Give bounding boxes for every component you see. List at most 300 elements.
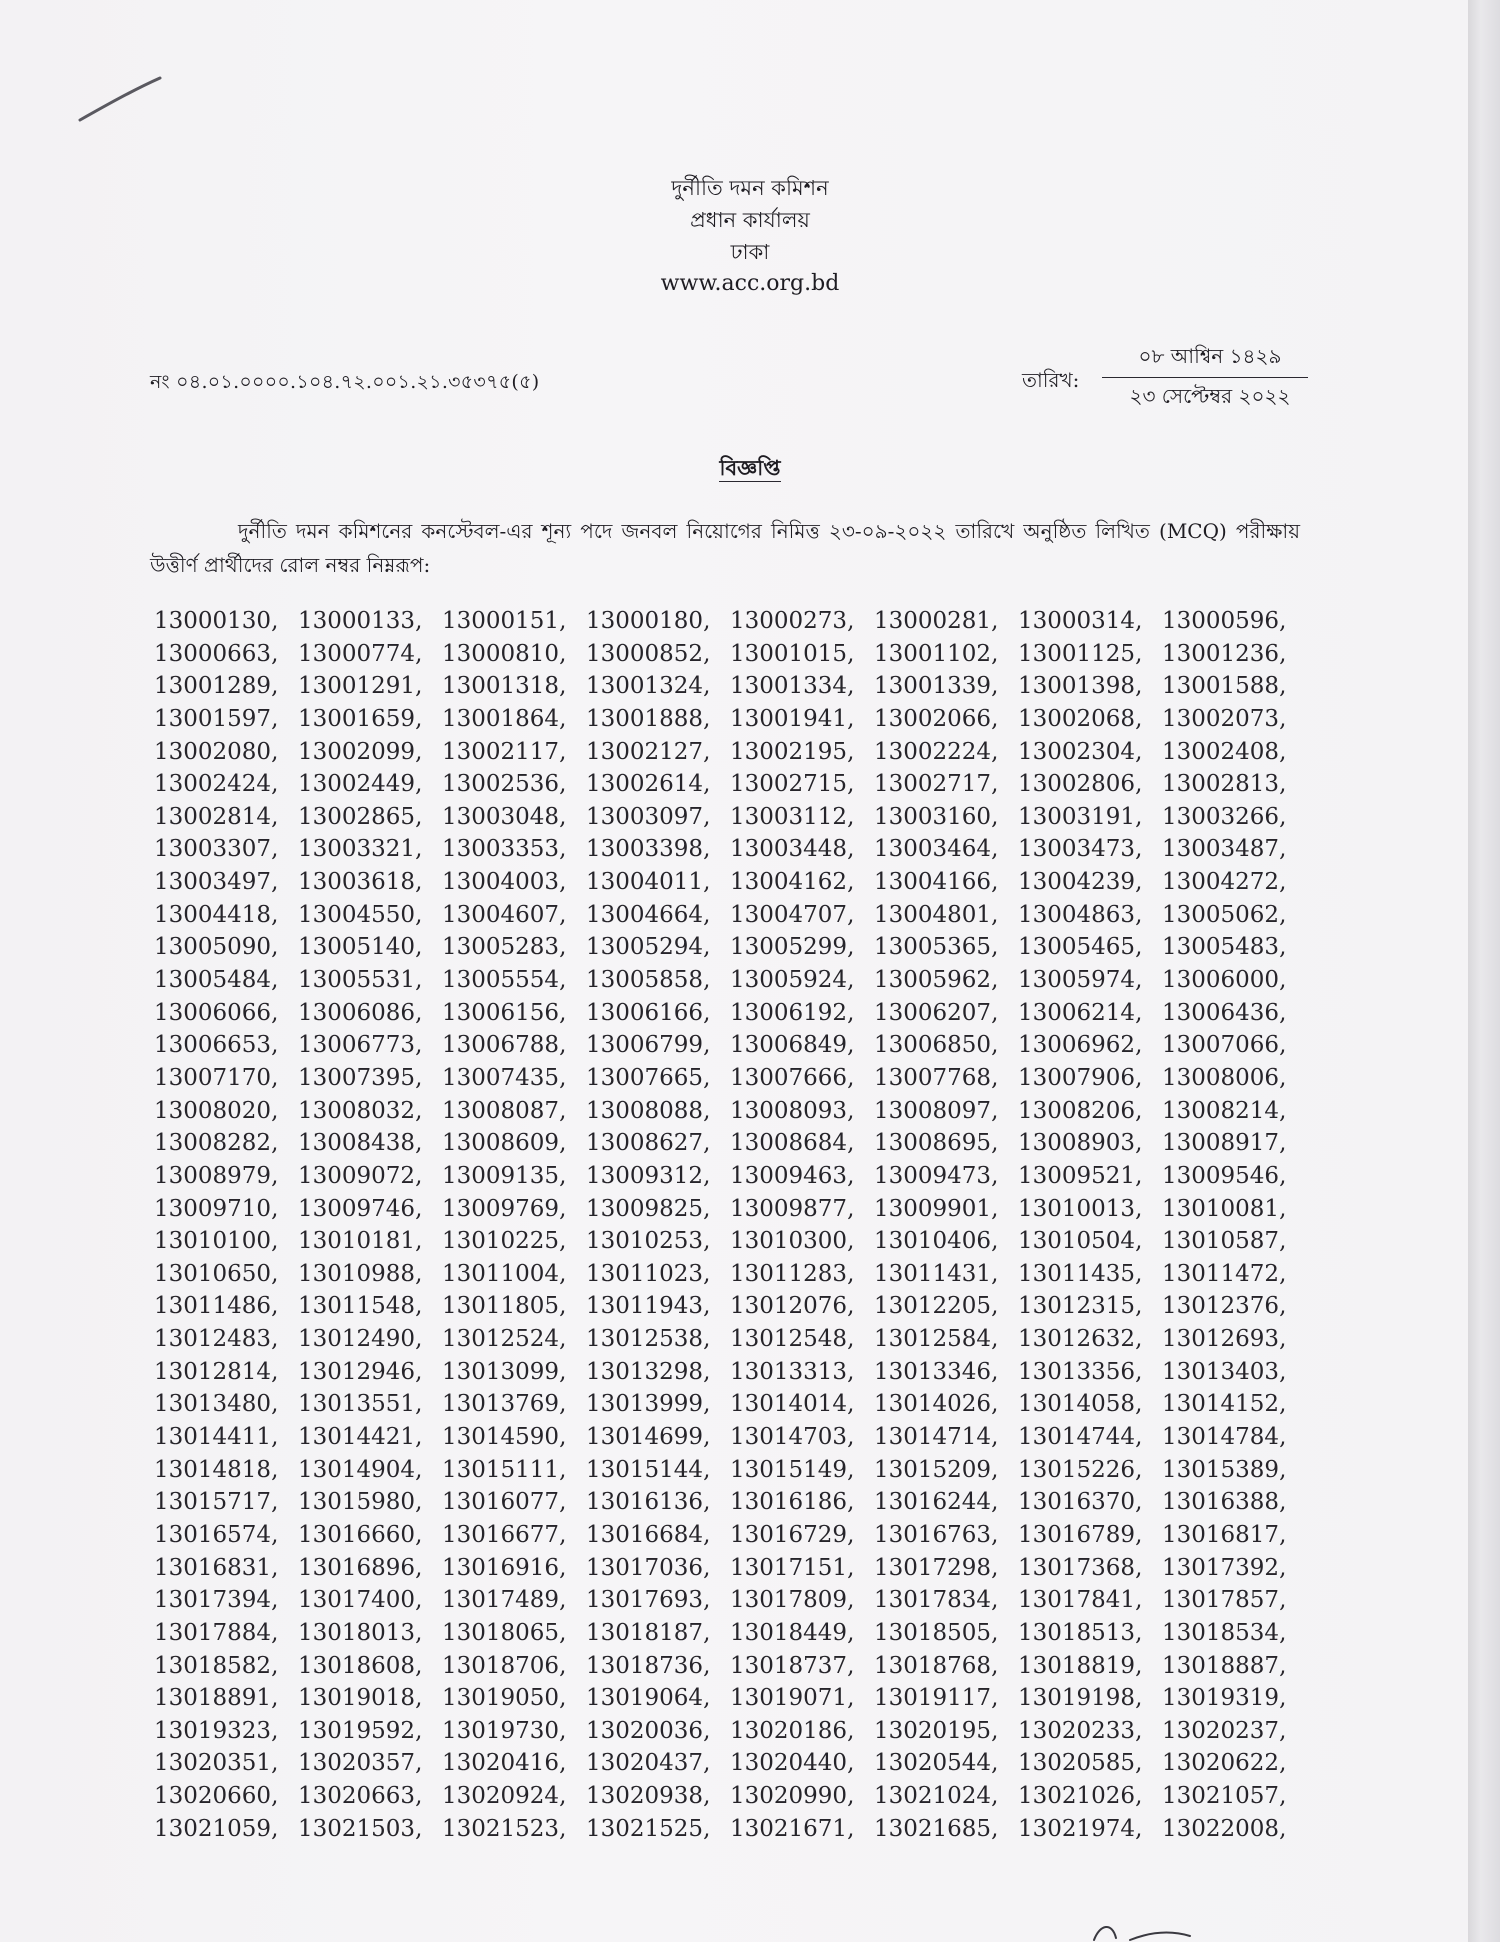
roll-number: 13013480, — [154, 1391, 279, 1418]
roll-number: 13012524, — [442, 1326, 567, 1353]
roll-number: 13008097, — [874, 1097, 999, 1124]
roll-number: 13018768, — [874, 1652, 999, 1679]
roll-number: 13013999, — [586, 1391, 711, 1418]
roll-number: 13007906, — [1018, 1064, 1143, 1091]
roll-number: 13011548, — [298, 1293, 423, 1320]
roll-number: 13002536, — [442, 771, 567, 798]
roll-number: 13005531, — [298, 967, 423, 994]
roll-number: 13003398, — [586, 836, 711, 863]
roll-number: 13010225, — [442, 1228, 567, 1255]
roll-number: 13002224, — [874, 738, 999, 765]
page-edge-shadow — [1468, 0, 1500, 1942]
roll-number: 13003497, — [154, 869, 279, 896]
roll-number: 13018891, — [154, 1685, 279, 1712]
roll-number: 13017489, — [442, 1587, 567, 1614]
roll-number: 13010100, — [154, 1228, 279, 1255]
roll-number: 13003307, — [154, 836, 279, 863]
roll-number: 13002865, — [298, 803, 423, 830]
roll-number: 13006773, — [298, 1032, 423, 1059]
roll-number: 13001588, — [1162, 673, 1287, 700]
roll-number: 13002813, — [1162, 771, 1287, 798]
roll-number: 13014058, — [1018, 1391, 1143, 1418]
roll-number: 13018736, — [586, 1652, 711, 1679]
roll-number: 13011283, — [730, 1260, 855, 1287]
roll-number: 13005140, — [298, 934, 423, 961]
roll-number: 13012376, — [1162, 1293, 1287, 1320]
roll-number: 13018887, — [1162, 1652, 1287, 1679]
roll-number: 13018582, — [154, 1652, 279, 1679]
roll-number: 13016388, — [1162, 1489, 1287, 1516]
roll-number: 13014152, — [1162, 1391, 1287, 1418]
roll-number: 13008684, — [730, 1130, 855, 1157]
roll-number: 13012693, — [1162, 1326, 1287, 1353]
roll-number: 13003191, — [1018, 803, 1143, 830]
roll-number: 13006207, — [874, 999, 999, 1026]
roll-number: 13005484, — [154, 967, 279, 994]
roll-number: 13012490, — [298, 1326, 423, 1353]
roll-number: 13002304, — [1018, 738, 1143, 765]
roll-number: 13005062, — [1162, 901, 1287, 928]
roll-number: 13001125, — [1018, 640, 1143, 667]
roll-number: 13014026, — [874, 1391, 999, 1418]
roll-number: 13020195, — [874, 1717, 999, 1744]
roll-number: 13003618, — [298, 869, 423, 896]
roll-number: 13008006, — [1162, 1064, 1287, 1091]
date-divider — [1102, 377, 1308, 378]
roll-number: 13004664, — [586, 901, 711, 928]
roll-number: 13005365, — [874, 934, 999, 961]
roll-number: 13000774, — [298, 640, 423, 667]
roll-number: 13009746, — [298, 1195, 423, 1222]
roll-number: 13011431, — [874, 1260, 999, 1287]
roll-number: 13012548, — [730, 1326, 855, 1353]
roll-number: 13015209, — [874, 1456, 999, 1483]
roll-number: 13002424, — [154, 771, 279, 798]
roll-number: 13021974, — [1018, 1815, 1143, 1842]
roll-number: 13012483, — [154, 1326, 279, 1353]
roll-number: 13001102, — [874, 640, 999, 667]
roll-number: 13013099, — [442, 1358, 567, 1385]
roll-number: 13005283, — [442, 934, 567, 961]
roll-number: 13000130, — [154, 608, 279, 634]
roll-number: 13016077, — [442, 1489, 567, 1516]
roll-number: 13012538, — [586, 1326, 711, 1353]
roll-number: 13017298, — [874, 1554, 999, 1581]
roll-number: 13016660, — [298, 1521, 423, 1548]
roll-number: 13009521, — [1018, 1162, 1143, 1189]
intro-paragraph: দুর্নীতি দমন কমিশনের কনস্টেবল-এর শূন্য পদে জনবল নিয়োগের নিমিত্ত ২৩-০৯-২০২২ তারিখে অনুষ্ঠিত লিখিত (MCQ) পরীক্ষায় উত্তীর্ণ প্রার্থীদের রোল নম্বর নিম্নরূপ: — [150, 519, 1300, 577]
roll-number: 13019117, — [874, 1685, 999, 1712]
roll-number: 13004272, — [1162, 869, 1287, 896]
roll-number: 13020663, — [298, 1783, 423, 1810]
roll-number: 13008695, — [874, 1130, 999, 1157]
roll-number: 13002117, — [442, 738, 567, 765]
roll-number: 13014904, — [298, 1456, 423, 1483]
roll-number: 13019592, — [298, 1717, 423, 1744]
org-name: দুর্নীতি দমন কমিশন — [671, 176, 829, 200]
roll-number: 13015226, — [1018, 1456, 1143, 1483]
roll-number: 13008206, — [1018, 1097, 1143, 1124]
roll-number: 13009135, — [442, 1162, 567, 1189]
roll-number: 13001324, — [586, 673, 711, 700]
roll-number: 13018534, — [1162, 1619, 1287, 1646]
roll-number: 13002806, — [1018, 771, 1143, 798]
roll-number: 13012205, — [874, 1293, 999, 1320]
roll-number: 13017368, — [1018, 1554, 1143, 1581]
roll-number: 13001339, — [874, 673, 999, 700]
roll-number: 13009877, — [730, 1195, 855, 1222]
roll-number: 13000281, — [874, 608, 999, 634]
roll-number: 13012946, — [298, 1358, 423, 1385]
roll-number: 13010406, — [874, 1228, 999, 1255]
roll-number: 13014714, — [874, 1424, 999, 1451]
roll-number: 13003353, — [442, 836, 567, 863]
roll-number: 13016370, — [1018, 1489, 1143, 1516]
roll-number: 13020585, — [1018, 1750, 1143, 1777]
roll-number: 13008917, — [1162, 1130, 1287, 1157]
roll-number: 13020938, — [586, 1783, 711, 1810]
roll-number: 13016763, — [874, 1521, 999, 1548]
roll-number: 13005294, — [586, 934, 711, 961]
roll-number: 13021525, — [586, 1815, 711, 1842]
roll-number: 13010300, — [730, 1228, 855, 1255]
roll-number: 13004707, — [730, 901, 855, 928]
roll-number: 13021059, — [154, 1815, 279, 1842]
roll-number: 13001888, — [586, 705, 711, 732]
roll-number: 13020437, — [586, 1750, 711, 1777]
roll-number: 13008214, — [1162, 1097, 1287, 1124]
roll-number: 13018819, — [1018, 1652, 1143, 1679]
roll-number: 13006086, — [298, 999, 423, 1026]
memo-number: নং ০৪.০১.০০০০.১০৪.৭২.০০১.২১.৩৫৩৭৫(৫) — [150, 371, 540, 393]
roll-number: 13011004, — [442, 1260, 567, 1287]
roll-number: 13009473, — [874, 1162, 999, 1189]
roll-number: 13001941, — [730, 705, 855, 732]
city-name: ঢাকা — [730, 240, 770, 264]
roll-number: 13016916, — [442, 1554, 567, 1581]
roll-number: 13010013, — [1018, 1195, 1143, 1222]
roll-number: 13002717, — [874, 771, 999, 798]
roll-number: 13020036, — [586, 1717, 711, 1744]
roll-number: 13001659, — [298, 705, 423, 732]
roll-number: 13020440, — [730, 1750, 855, 1777]
roll-number: 13020924, — [442, 1783, 567, 1810]
roll-number: 13017036, — [586, 1554, 711, 1581]
roll-number: 13015149, — [730, 1456, 855, 1483]
roll-number: 13019018, — [298, 1685, 423, 1712]
roll-number: 13004550, — [298, 901, 423, 928]
roll-number: 13005924, — [730, 967, 855, 994]
notice-title-text: বিজ্ঞপ্তি — [719, 455, 781, 480]
roll-number: 13021057, — [1162, 1783, 1287, 1810]
roll-number: 13018513, — [1018, 1619, 1143, 1646]
roll-number: 13009546, — [1162, 1162, 1287, 1189]
roll-number: 13001015, — [730, 640, 855, 667]
roll-number: 13013298, — [586, 1358, 711, 1385]
roll-number: 13001398, — [1018, 673, 1143, 700]
roll-number: 13003473, — [1018, 836, 1143, 863]
roll-number: 13016684, — [586, 1521, 711, 1548]
roll-number: 13003448, — [730, 836, 855, 863]
roll-number: 13003487, — [1162, 836, 1287, 863]
roll-number: 13004801, — [874, 901, 999, 928]
roll-number: 13020186, — [730, 1717, 855, 1744]
roll-number: 13008282, — [154, 1130, 279, 1157]
roll-number: 13018505, — [874, 1619, 999, 1646]
roll-number: 13015980, — [298, 1489, 423, 1516]
roll-number: 13011023, — [586, 1260, 711, 1287]
roll-number: 13006066, — [154, 999, 279, 1026]
roll-number: 13008979, — [154, 1162, 279, 1189]
roll-number: 13003160, — [874, 803, 999, 830]
roll-number: 13006192, — [730, 999, 855, 1026]
roll-number: 13000133, — [298, 608, 423, 634]
roll-number: 13021503, — [298, 1815, 423, 1842]
roll-number: 13010253, — [586, 1228, 711, 1255]
roll-number: 13013769, — [442, 1391, 567, 1418]
roll-number: 13011435, — [1018, 1260, 1143, 1287]
roll-number: 13001864, — [442, 705, 567, 732]
roll-number: 13011486, — [154, 1293, 279, 1320]
roll-number: 13018013, — [298, 1619, 423, 1646]
roll-number: 13002073, — [1162, 705, 1287, 732]
roll-number: 13019323, — [154, 1717, 279, 1744]
roll-number: 13004863, — [1018, 901, 1143, 928]
roll-number: 13012632, — [1018, 1326, 1143, 1353]
roll-number: 13008438, — [298, 1130, 423, 1157]
roll-number: 13008088, — [586, 1097, 711, 1124]
roll-number: 13002068, — [1018, 705, 1143, 732]
roll-number: 13001597, — [154, 705, 279, 732]
roll-number: 13008032, — [298, 1097, 423, 1124]
roll-number: 13003097, — [586, 803, 711, 830]
roll-number: 13014014, — [730, 1391, 855, 1418]
roll-number: 13008609, — [442, 1130, 567, 1157]
roll-number: 13004239, — [1018, 869, 1143, 896]
roll-number: 13004011, — [586, 869, 711, 896]
roll-number: 13014411, — [154, 1424, 279, 1451]
roll-number: 13014699, — [586, 1424, 711, 1451]
roll-number: 13013313, — [730, 1358, 855, 1385]
roll-number: 13020233, — [1018, 1717, 1143, 1744]
roll-number: 13005858, — [586, 967, 711, 994]
roll-number: 13005962, — [874, 967, 999, 994]
roll-number: 13001289, — [154, 673, 279, 700]
roll-number: 13009710, — [154, 1195, 279, 1222]
roll-number: 13011943, — [586, 1293, 711, 1320]
roll-number: 13001291, — [298, 673, 423, 700]
roll-number: 13010650, — [154, 1260, 279, 1287]
roll-number: 13016136, — [586, 1489, 711, 1516]
roll-number: 13007666, — [730, 1064, 855, 1091]
roll-number: 13005974, — [1018, 967, 1143, 994]
notice-title — [650, 452, 850, 487]
roll-number: 13010504, — [1018, 1228, 1143, 1255]
roll-number: 13017834, — [874, 1587, 999, 1614]
roll-number: 13016729, — [730, 1521, 855, 1548]
roll-number-list — [154, 608, 1306, 1848]
roll-number: 13018449, — [730, 1619, 855, 1646]
roll-number: 13002127, — [586, 738, 711, 765]
roll-number: 13012584, — [874, 1326, 999, 1353]
roll-number: 13000596, — [1162, 608, 1287, 634]
roll-number: 13022008, — [1162, 1815, 1287, 1842]
roll-number: 13004003, — [442, 869, 567, 896]
roll-number: 13007435, — [442, 1064, 567, 1091]
roll-number: 13006849, — [730, 1032, 855, 1059]
roll-number: 13000663, — [154, 640, 279, 667]
date-block — [1022, 342, 1312, 412]
roll-number: 13004607, — [442, 901, 567, 928]
roll-number: 13021523, — [442, 1815, 567, 1842]
roll-number: 13006214, — [1018, 999, 1143, 1026]
roll-number: 13017857, — [1162, 1587, 1287, 1614]
roll-number: 13016789, — [1018, 1521, 1143, 1548]
roll-number: 13007665, — [586, 1064, 711, 1091]
roll-number: 13009312, — [586, 1162, 711, 1189]
roll-number: 13010988, — [298, 1260, 423, 1287]
roll-number: 13015389, — [1162, 1456, 1287, 1483]
roll-number: 13017394, — [154, 1587, 279, 1614]
roll-number: 13006788, — [442, 1032, 567, 1059]
roll-number: 13009769, — [442, 1195, 567, 1222]
roll-number: 13004418, — [154, 901, 279, 928]
roll-number: 13020544, — [874, 1750, 999, 1777]
roll-number: 13005483, — [1162, 934, 1287, 961]
roll-number: 13014784, — [1162, 1424, 1287, 1451]
roll-number: 13009901, — [874, 1195, 999, 1222]
roll-number: 13006850, — [874, 1032, 999, 1059]
roll-number: 13012076, — [730, 1293, 855, 1320]
roll-number: 13017884, — [154, 1619, 279, 1646]
roll-number: 13018737, — [730, 1652, 855, 1679]
roll-number: 13019050, — [442, 1685, 567, 1712]
roll-number: 13017151, — [730, 1554, 855, 1581]
roll-number: 13020357, — [298, 1750, 423, 1777]
roll-number: 13019730, — [442, 1717, 567, 1744]
roll-number: 13003321, — [298, 836, 423, 863]
roll-number: 13002080, — [154, 738, 279, 765]
roll-number: 13020660, — [154, 1783, 279, 1810]
roll-number: 13021685, — [874, 1815, 999, 1842]
office-name: প্রধান কার্যালয় — [690, 208, 810, 232]
roll-number: 13015144, — [586, 1456, 711, 1483]
roll-number: 13000151, — [442, 608, 567, 634]
roll-number: 13018065, — [442, 1619, 567, 1646]
roll-number: 13002449, — [298, 771, 423, 798]
roll-number: 13003048, — [442, 803, 567, 830]
roll-number: 13020237, — [1162, 1717, 1287, 1744]
roll-number: 13005554, — [442, 967, 567, 994]
roll-number: 13000852, — [586, 640, 711, 667]
roll-number: 13021671, — [730, 1815, 855, 1842]
roll-number: 13003266, — [1162, 803, 1287, 830]
roll-number: 13003112, — [730, 803, 855, 830]
roll-number: 13013403, — [1162, 1358, 1287, 1385]
roll-number: 13001318, — [442, 673, 567, 700]
roll-number: 13006000, — [1162, 967, 1287, 994]
roll-number: 13008093, — [730, 1097, 855, 1124]
roll-number: 13012814, — [154, 1358, 279, 1385]
roll-number: 13020416, — [442, 1750, 567, 1777]
pen-stroke-mark — [78, 72, 168, 127]
roll-number: 13013551, — [298, 1391, 423, 1418]
roll-number: 13007170, — [154, 1064, 279, 1091]
roll-number: 13009072, — [298, 1162, 423, 1189]
roll-number: 13013346, — [874, 1358, 999, 1385]
roll-number: 13019198, — [1018, 1685, 1143, 1712]
roll-number: 13006436, — [1162, 999, 1287, 1026]
roll-number: 13002066, — [874, 705, 999, 732]
roll-number: 13018187, — [586, 1619, 711, 1646]
roll-number: 13006166, — [586, 999, 711, 1026]
roll-number: 13002614, — [586, 771, 711, 798]
roll-number: 13003464, — [874, 836, 999, 863]
roll-number: 13000180, — [586, 608, 711, 634]
roll-number: 13004166, — [874, 869, 999, 896]
roll-number: 13005090, — [154, 934, 279, 961]
roll-number: 13006653, — [154, 1032, 279, 1059]
roll-number: 13014590, — [442, 1424, 567, 1451]
roll-number: 13019319, — [1162, 1685, 1287, 1712]
roll-number: 13017693, — [586, 1587, 711, 1614]
roll-number: 13010181, — [298, 1228, 423, 1255]
roll-number: 13016677, — [442, 1521, 567, 1548]
roll-number: 13014421, — [298, 1424, 423, 1451]
roll-number: 13016896, — [298, 1554, 423, 1581]
roll-number: 13015717, — [154, 1489, 279, 1516]
roll-number: 13007066, — [1162, 1032, 1287, 1059]
roll-number: 13014703, — [730, 1424, 855, 1451]
roll-number: 13016817, — [1162, 1521, 1287, 1548]
roll-number: 13005465, — [1018, 934, 1143, 961]
roll-number: 13001334, — [730, 673, 855, 700]
roll-number: 13015111, — [442, 1456, 567, 1483]
roll-number: 13009463, — [730, 1162, 855, 1189]
roll-number: 13016574, — [154, 1521, 279, 1548]
roll-number: 13002099, — [298, 738, 423, 765]
roll-number: 13002715, — [730, 771, 855, 798]
roll-number: 13006156, — [442, 999, 567, 1026]
roll-number: 13017400, — [298, 1587, 423, 1614]
roll-number: 13011805, — [442, 1293, 567, 1320]
roll-number: 13002408, — [1162, 738, 1287, 765]
roll-number: 13019064, — [586, 1685, 711, 1712]
roll-number: 13021024, — [874, 1783, 999, 1810]
roll-number: 13005299, — [730, 934, 855, 961]
roll-number: 13004162, — [730, 869, 855, 896]
date-english: ২৩ সেপ্টেম্বর ২০২২ — [1129, 384, 1291, 408]
roll-number: 13009825, — [586, 1195, 711, 1222]
roll-number: 13008020, — [154, 1097, 279, 1124]
signature-mark — [1090, 1920, 1210, 1942]
roll-number: 13008903, — [1018, 1130, 1143, 1157]
date-bangla: ০৮ আশ্বিন ১৪২৯ — [1138, 344, 1282, 368]
roll-number: 13006962, — [1018, 1032, 1143, 1059]
roll-number: 13007395, — [298, 1064, 423, 1091]
roll-number: 13002814, — [154, 803, 279, 830]
roll-number: 13002195, — [730, 738, 855, 765]
roll-number: 13000810, — [442, 640, 567, 667]
roll-number: 13016831, — [154, 1554, 279, 1581]
roll-number: 13011472, — [1162, 1260, 1287, 1287]
roll-number: 13013356, — [1018, 1358, 1143, 1385]
roll-number: 13008627, — [586, 1130, 711, 1157]
roll-number: 13014818, — [154, 1456, 279, 1483]
roll-number: 13008087, — [442, 1097, 567, 1124]
roll-number: 13017809, — [730, 1587, 855, 1614]
roll-number: 13010587, — [1162, 1228, 1287, 1255]
